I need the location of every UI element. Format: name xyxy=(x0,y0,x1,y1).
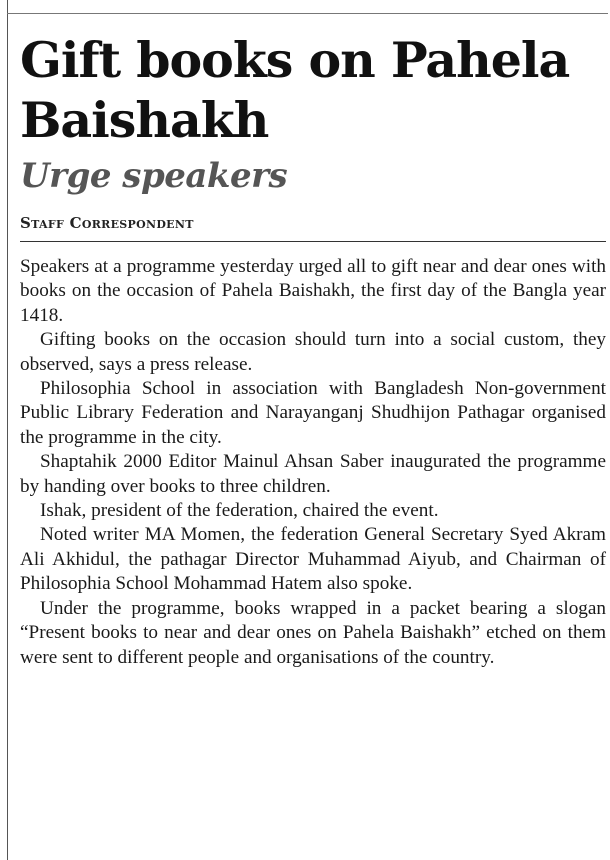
article-body xyxy=(20,255,606,670)
byline: Staff Correspondent xyxy=(20,214,194,232)
news-article xyxy=(20,30,606,670)
top-rule xyxy=(7,13,608,14)
paragraph-1: Speakers at a programme yesterday urged all to gift near and dear ones with books on the occasion of Pahela Baishakh, the first day of the Bangla year 1418. xyxy=(20,256,606,326)
paragraph-6: Noted writer MA Momen, the federation General Secretary Syed Akram Ali Akhidul, the pathagar Director Muhammad Aiyub, and Chairman of Philosophia School Mohammad Hatem also spoke. xyxy=(20,524,606,595)
column-rule xyxy=(7,0,8,860)
paragraph-5: Ishak, president of the federation, chaired the event. xyxy=(40,500,439,522)
paragraph-7: Under the programme, books wrapped in a packet bearing a slogan “Present books to near and dear ones on Pahela Baishakh” etched on them were sent to different people and organisations of the country. xyxy=(20,597,606,668)
paragraph-3: Philosophia School in association with Bangladesh Non-government Public Library Federation and Narayanganj Shudhijon Pathagar organised the programme in the city. xyxy=(20,378,606,448)
byline-divider xyxy=(20,241,606,242)
paragraph-2: Gifting books on the occasion should turn into a social custom, they observed, says a press release. xyxy=(20,329,606,375)
headline: Gift books on Pahela Baishakh xyxy=(20,31,570,149)
subheadline: Urge speakers xyxy=(20,156,288,196)
paragraph-4: Shaptahik 2000 Editor Mainul Ahsan Saber inaugurated the programme by handing over books to three children. xyxy=(20,451,606,497)
